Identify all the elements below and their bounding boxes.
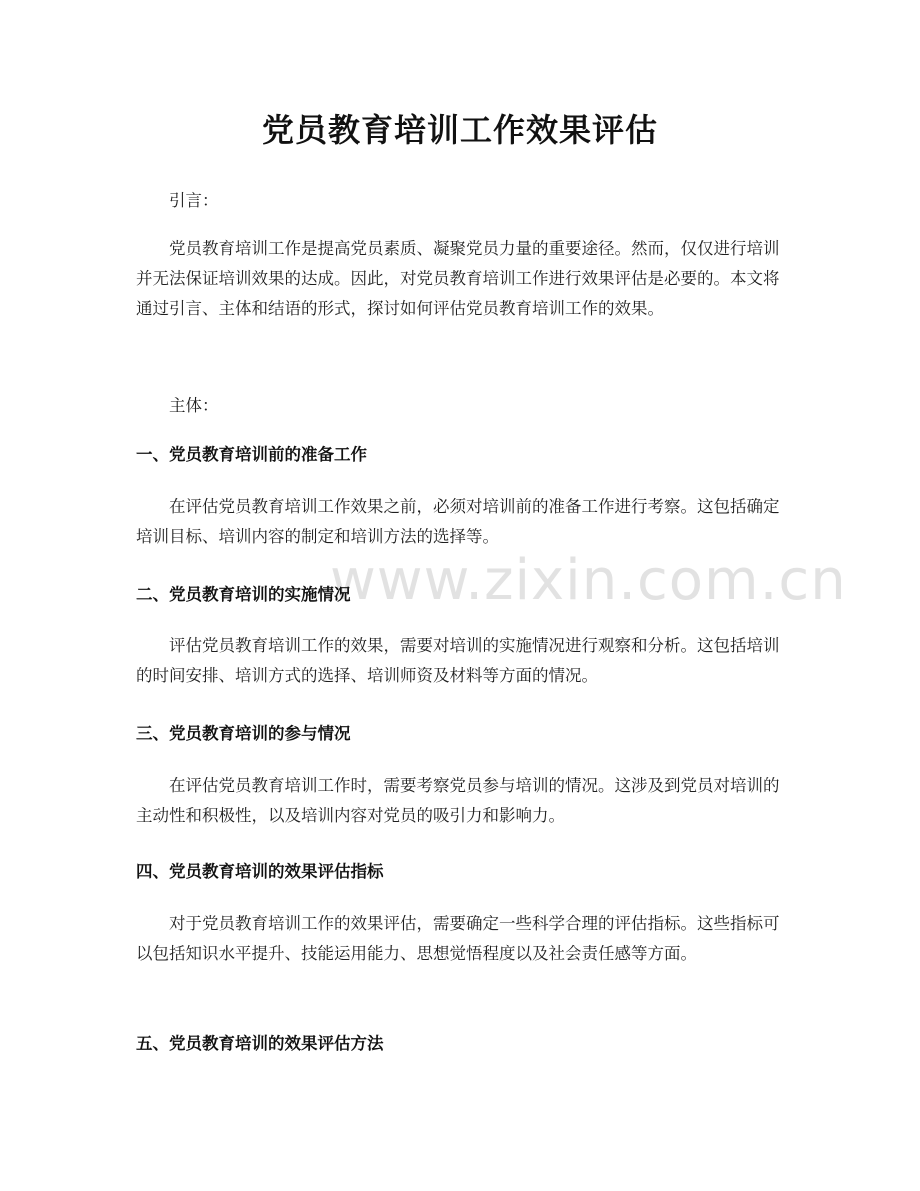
body-label-block: [136, 391, 786, 421]
body-label: 主体：: [169, 396, 219, 415]
intro-label: 引言：: [169, 191, 219, 210]
section-text-2-block: [136, 631, 786, 691]
section-text-3: 在评估党员教育培训工作时，需要考察党员参与培训的情况。这涉及到党员对培训的主动性和积极性，以及培训内容对党员的吸引力和影响力。: [136, 776, 780, 825]
section-text-4: 对于党员教育培训工作的效果评估，需要确定一些科学合理的评估指标。这些指标可以包括知识水平提升、技能运用能力、思想觉悟程度以及社会责任感等方面。: [136, 914, 780, 963]
intro-paragraph: 党员教育培训工作是提高党员素质、凝聚党员力量的重要途径。然而，仅仅进行培训并无法保证培训效果的达成。因此，对党员教育培训工作进行效果评估是必要的。本文将通过引言、主体和结语的形式，探讨如何评估党员教育培训工作的效果。: [136, 239, 780, 318]
document-title: 党员教育培训工作效果评估: [261, 111, 658, 149]
section-text-1: 在评估党员教育培训工作效果之前，必须对培训前的准备工作进行考察。这包括确定培训目标、培训内容的制定和培训方法的选择等。: [136, 497, 780, 546]
section-text-2: 评估党员教育培训工作的效果，需要对培训的实施情况进行观察和分析。这包括培训的时间安排、培训方式的选择、培训师资及材料等方面的情况。: [136, 636, 780, 685]
watermark: www.zixin.com.cn: [330, 548, 847, 613]
section-text-3-block: [136, 771, 786, 831]
intro-paragraph-block: [136, 234, 786, 324]
intro-label-block: [136, 186, 786, 216]
section-heading-3: 三、党员教育培训的参与情况: [136, 724, 351, 743]
section-heading-5: 五、党员教育培训的效果评估方法: [136, 1034, 384, 1053]
section-heading-4: 四、党员教育培训的效果评估指标: [136, 862, 384, 881]
section-heading-2: 二、党员教育培训的实施情况: [136, 585, 351, 604]
section-heading-1: 一、党员教育培训前的准备工作: [136, 445, 367, 464]
section-text-4-block: [136, 909, 786, 969]
section-text-1-block: [136, 492, 786, 552]
